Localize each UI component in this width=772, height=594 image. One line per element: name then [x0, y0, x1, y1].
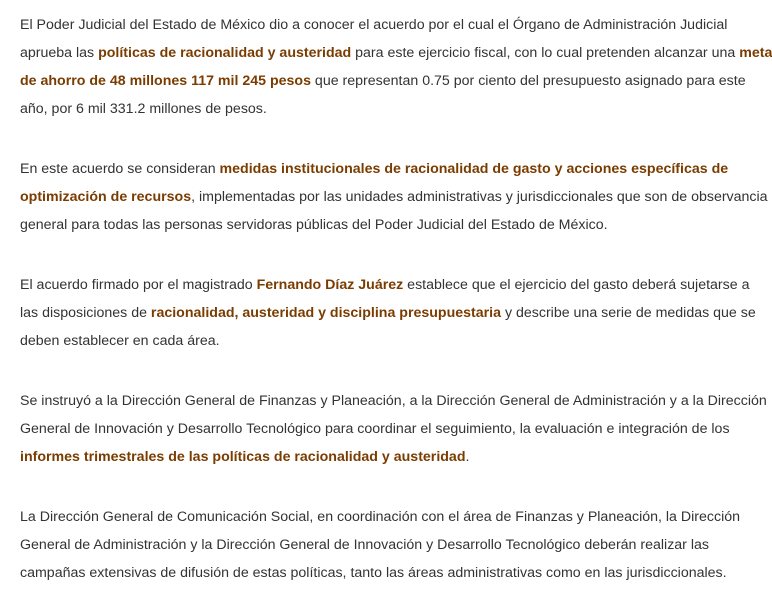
article-body	[20, 11, 772, 587]
paragraph-text: En este acuerdo se consideran	[20, 161, 220, 177]
paragraph-text: aprueba las	[20, 45, 99, 61]
paragraph-text: El acuerdo firmado por el magistrado	[20, 277, 257, 293]
highlighted-phrase: Fernando Díaz Juárez	[256, 277, 404, 293]
paragraph-text: general para todas las personas servidoras públicas del Poder Judicial del Estado de México.	[20, 217, 608, 233]
paragraph-text: General de Innovación y Desarrollo Tecnológico para coordinar el seguimiento, la evaluación e integración de los	[20, 421, 730, 437]
paragraph-text: deben establecer en cada área.	[20, 333, 220, 349]
paragraph-text: establece que el ejercicio del gasto deberá sujetarse a	[403, 277, 750, 293]
article-paragraph	[20, 387, 767, 471]
article-paragraph	[20, 11, 772, 123]
paragraph-text: las disposiciones de	[20, 305, 151, 321]
paragraph-text: El Poder Judicial del Estado de México dio a conocer el acuerdo por el cual el Órgano de Administración Judicial	[20, 17, 728, 33]
article-paragraph	[20, 503, 755, 587]
highlighted-phrase: políticas de racionalidad y austeridad	[98, 45, 352, 61]
paragraph-text: para este ejercicio fiscal, con lo cual pretenden alcanzar una	[351, 45, 740, 61]
article-paragraph	[20, 271, 755, 355]
paragraph-text: y describe una serie de medidas que se	[501, 305, 756, 321]
paragraph-text: Se instruyó a la Dirección General de Finanzas y Planeación, a la Dirección General de Administración y a la Dirección	[20, 393, 767, 409]
paragraph-text: año, por 6 mil 331.2 millones de pesos.	[20, 101, 267, 117]
highlighted-phrase: medidas institucionales de racionalidad de gasto y acciones específicas de	[219, 161, 729, 177]
article-paragraph	[20, 155, 768, 239]
highlighted-phrase: de ahorro de 48 millones 117 mil 245 pesos	[20, 73, 311, 89]
highlighted-phrase: racionalidad, austeridad y disciplina presupuestaria	[150, 305, 501, 321]
highlighted-phrase: informes trimestrales de las políticas de racionalidad y austeridad	[20, 449, 466, 465]
highlighted-phrase: meta	[739, 45, 772, 61]
paragraph-text: , implementadas por las unidades administrativas y jurisdiccionales que son de observancia	[191, 189, 768, 205]
paragraph-text: La Dirección General de Comunicación Social, en coordinación con el área de Finanzas y Planeación, la Dirección	[20, 509, 741, 525]
paragraph-text: General de Administración y la Dirección General de Innovación y Desarrollo Tecnológico deberán realizar las	[20, 537, 709, 553]
paragraph-text: .	[465, 449, 470, 465]
paragraph-text: que representan 0.75 por ciento del presupuesto asignado para este	[310, 73, 746, 89]
highlighted-phrase: optimización de recursos	[20, 189, 192, 205]
paragraph-text: campañas extensivas de difusión de estas políticas, tanto las áreas administrativas como en las jurisdiccionales.	[20, 565, 727, 581]
